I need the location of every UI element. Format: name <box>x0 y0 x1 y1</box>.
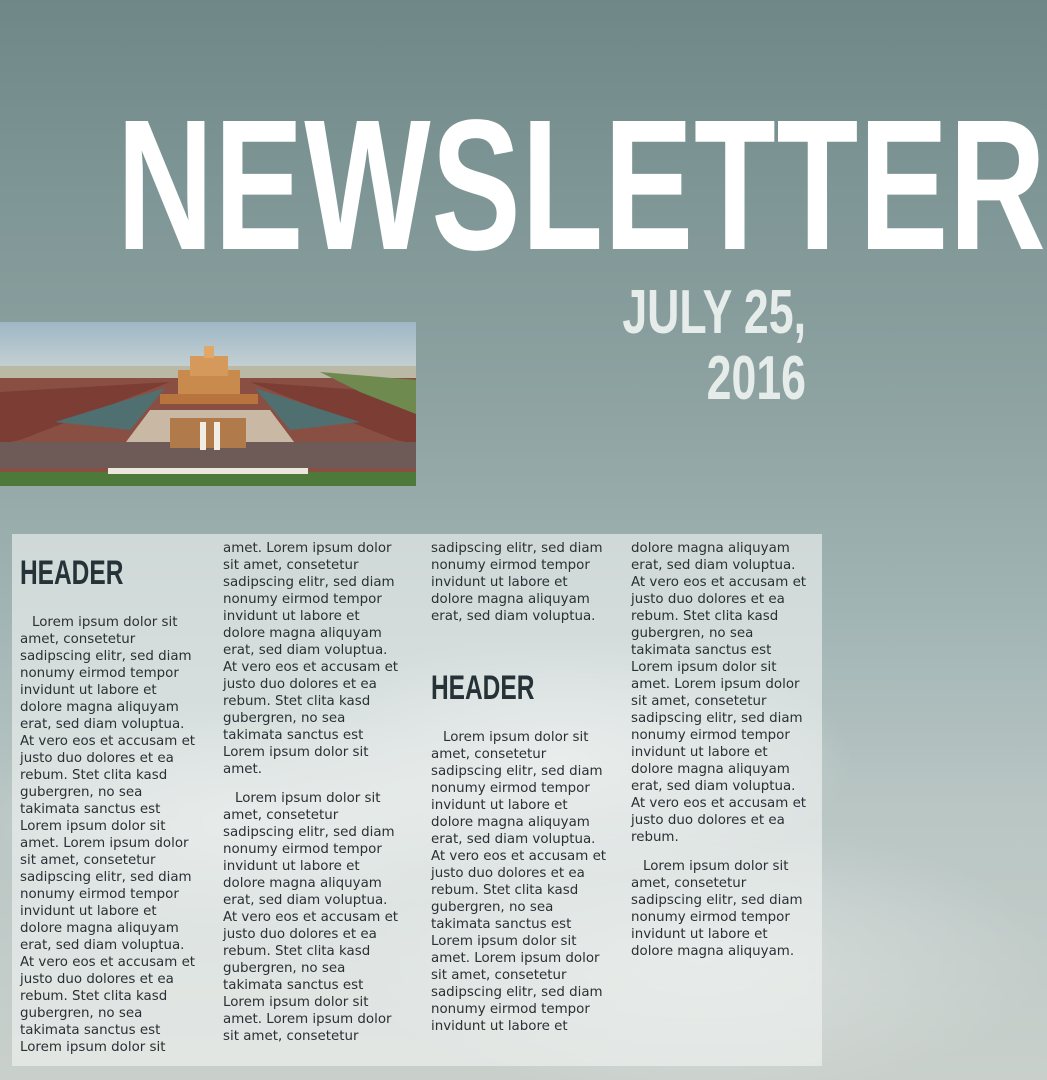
section-header: HEADER <box>20 554 124 592</box>
body-paragraph: sadipscing elitr, sed diam nonumy eirmod tempor invidunt ut labore et dolore magna aliquyam erat, sed diam voluptua. <box>431 541 603 624</box>
column-4 <box>631 540 811 972</box>
body-paragraph: Lorem ipsum dolor sit amet, consetetur sadipscing elitr, sed diam nonumy eirmod tempor invidunt ut labore et dolore magna aliquyam. <box>631 859 803 959</box>
issue-date: JULY 25, 2016 <box>622 278 806 413</box>
section-header: HEADER <box>431 669 535 707</box>
body-paragraph: Lorem ipsum dolor sit amet, consetetur sadipscing elitr, sed diam nonumy eirmod tempor invidunt ut labore et dolore magna aliquyam erat, sed diam voluptua. At vero eos et accusam et justo duo dolores et ea rebum. Stet clita kasd gubergren, no sea takimata sanctus est Lorem ipsum dolor sit amet. Lorem ipsum dolor sit amet, consetetur sadipscing elitr, sed diam nonumy eirmod tempor invidunt ut labore et <box>431 730 607 1034</box>
body-paragraph: dolore magna aliquyam erat, sed diam voluptua. At vero eos et accusam et justo duo dolores et ea rebum. Stet clita kasd gubergren, no sea takimata sanctus est Lorem ipsum dolor sit amet. Lorem ipsum dolor sit amet, consetetur sadipscing elitr, sed diam nonumy eirmod tempor invidunt ut labore et dolore magna aliquyam erat, sed diam voluptua. At vero eos et accusam et justo duo dolores et ea rebum. <box>631 541 807 845</box>
column-1 <box>20 540 200 1068</box>
column-2 <box>223 540 403 1057</box>
column-3 <box>431 540 611 1047</box>
newsletter-title: NEWSLETTER <box>116 82 1047 289</box>
body-paragraph: Lorem ipsum dolor sit amet, consetetur sadipscing elitr, sed diam nonumy eirmod tempor invidunt ut labore et dolore magna aliquyam erat, sed diam voluptua. At vero eos et accusam et justo duo dolores et ea rebum. Stet clita kasd gubergren, no sea takimata sanctus est Lorem ipsum dolor sit amet. Lorem ipsum dolor sit amet, consetetur sadipscing elitr, sed diam nonumy eirmod tempor invidunt ut labore et dolore magna aliquyam erat, sed diam voluptua. At vero eos et accusam et justo duo dolores et ea rebum. Stet clita kasd gubergren, no sea takimata sanctus est Lorem ipsum dolor sit <box>20 615 196 1055</box>
temple-aerial-photo <box>0 322 416 486</box>
body-paragraph: amet. Lorem ipsum dolor sit amet, consetetur sadipscing elitr, sed diam nonumy eirmod tempor invidunt ut labore et dolore magna aliquyam erat, sed diam voluptua. At vero eos et accusam et justo duo dolores et ea rebum. Stet clita kasd gubergren, no sea takimata sanctus est Lorem ipsum dolor sit amet. <box>223 541 399 777</box>
article-panel <box>12 534 822 1066</box>
body-paragraph: Lorem ipsum dolor sit amet, consetetur sadipscing elitr, sed diam nonumy eirmod tempor invidunt ut labore et dolore magna aliquyam erat, sed diam voluptua. At vero eos et accusam et justo duo dolores et ea rebum. Stet clita kasd gubergren, no sea takimata sanctus est Lorem ipsum dolor sit amet. Lorem ipsum dolor sit amet, consetetur <box>223 791 399 1044</box>
